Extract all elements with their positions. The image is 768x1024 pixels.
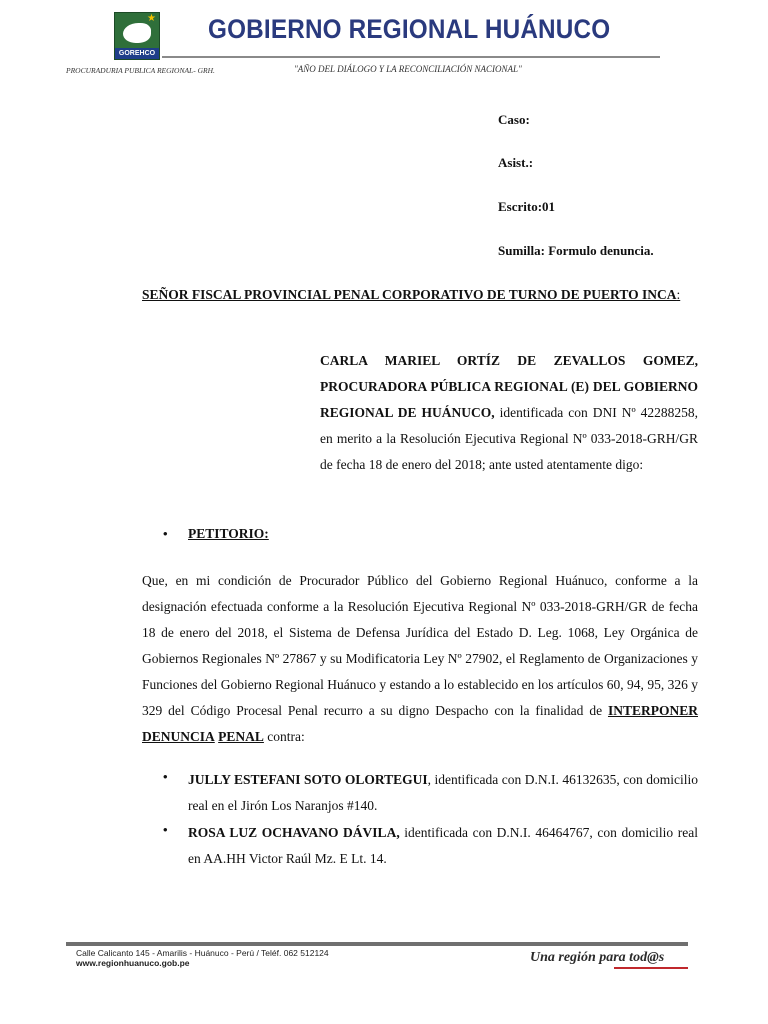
bullet: •	[163, 526, 168, 541]
keyword-penal: PENAL	[218, 729, 264, 744]
addressee	[142, 282, 697, 308]
petitorio-tail: contra:	[263, 729, 305, 744]
denounced-item	[188, 767, 698, 819]
intro-text: identificada con DNI Nº 42288258, en merito a la Resolución Ejecutiva Regional Nº 033-2018-GRH/GR de fecha 18 de enero del 2018; ante usted atentamente digo:	[320, 405, 698, 472]
addressee-text: SEÑOR FISCAL PROVINCIAL PENAL CORPORATIVO DE TURNO DE PUERTO INCA	[142, 287, 677, 302]
keyword-interponer: INTERPONER	[607, 703, 698, 718]
keyword-denuncia: DENUNCIA	[142, 729, 215, 744]
gorehco-logo	[114, 12, 160, 60]
petitorio-paragraph	[142, 568, 698, 750]
addressee-colon: :	[676, 287, 681, 302]
escrito-field: Escrito:01	[498, 199, 556, 214]
footer-slogan: Una región para tod@s	[530, 950, 665, 965]
slogan-underline	[614, 967, 688, 969]
dove-icon	[123, 23, 151, 43]
intro-paragraph	[320, 348, 698, 478]
denounced-detail: , identificada con D.N.I. 46132635, con domicilio real en el Jirón Los Naranjos #140.	[188, 772, 698, 813]
section-title-petitorio: PETITORIO:	[188, 526, 269, 541]
denounced-name: JULLY ESTEFANI SOTO OLORTEGUI	[188, 772, 428, 787]
petitioner-name: CARLA MARIEL ORTÍZ DE ZEVALLOS GOMEZ, PROCURADORA PÚBLICA REGIONAL (E) DEL GOBIERNO REGIONAL DE HUÁNUCO,	[320, 353, 698, 420]
logo-label: GOREHCO	[115, 48, 159, 59]
asist-field: Asist.:	[498, 155, 534, 170]
office-name: PROCURADURIA PUBLICA REGIONAL- GRH.	[66, 66, 215, 75]
petitorio-body: Que, en mi condición de Procurador Público del Gobierno Regional Huánuco, conforme a la designación efectuada conforme a la Resolución Ejecutiva Regional Nº 033-2018-GRH/GR de fecha 18 de enero del 2018, el Sistema de Defensa Jurídica del Estado D. Leg. 1068, Ley Orgánica de Gobiernos Regionales Nº 27867 y su Modificatoria Ley Nº 27902, el Reglamento de Organizaciones y Funciones del Gobierno Regional Huánuco y estando a lo establecido en los artículos 60, 94, 95, 326 y 329 del Código Procesal Penal recurro a su digno Despacho con la finalidad de	[142, 573, 698, 718]
denounced-detail: identificada con D.N.I. 46464767, con domicilio real en AA.HH Victor Raúl Mz. E Lt. 14.	[188, 825, 699, 866]
letterhead-title: GOBIERNO REGIONAL HUÁNUCO	[208, 14, 611, 44]
bullet: •	[163, 822, 168, 837]
sumilla-field: Sumilla: Formulo denuncia.	[498, 243, 654, 258]
footer-address: Calle Calicanto 145 - Amarilis - Huánuco - Perú / Teléf. 062 512124	[76, 948, 329, 958]
footer-website: www.regionhuanuco.gob.pe	[76, 958, 190, 968]
denounced-name: ROSA LUZ OCHAVANO DÁVILA,	[188, 825, 400, 840]
star-icon: ★	[147, 13, 156, 24]
denounced-item	[188, 820, 698, 872]
year-motto: "AÑO DEL DIÁLOGO Y LA RECONCILIACIÓN NACIONAL"	[294, 64, 522, 74]
case-field: Caso:	[498, 112, 530, 127]
footer-divider	[66, 942, 688, 946]
bullet: •	[163, 769, 168, 784]
header-divider	[162, 56, 660, 58]
